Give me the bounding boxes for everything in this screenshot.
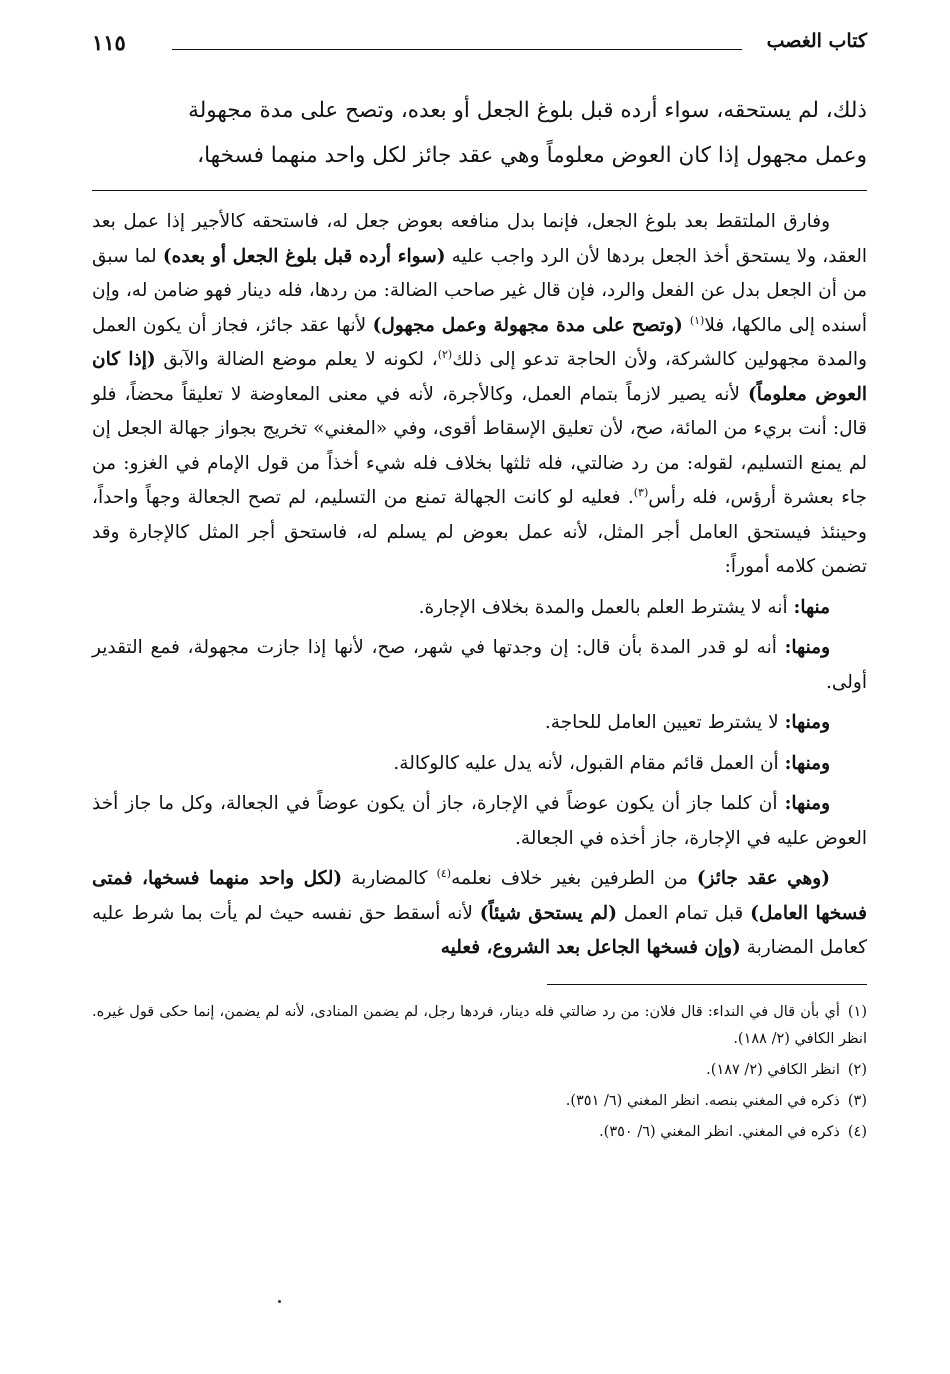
item-text: أنه لا يشترط العلم بالعمل والمدة بخلاف الإجارة. (418, 596, 794, 618)
footnote (92, 1088, 867, 1115)
item-label: منها: (793, 596, 830, 618)
quoted-main-text: (وإن فسخها الجاعل بعد الشروع، فعليه (440, 937, 741, 958)
footnote-ref: (١) (689, 313, 705, 327)
commentary-text: من الطرفين بغير خلاف نعلمه (451, 868, 697, 889)
item-label: ومنها: (784, 752, 830, 774)
item-text: أن العمل قائم مقام القبول، لأنه يدل عليه كالوكالة. (393, 752, 785, 774)
commentary (92, 205, 867, 966)
section-divider (92, 190, 867, 191)
footnote-text: ذكره في المغني. انظر المغني (٦/ ٣٥٠). (599, 1123, 840, 1140)
footnote-number: (٤) (847, 1123, 867, 1140)
list-item (92, 706, 867, 741)
commentary-text: لأنها عقد جائز، فجاز أن يكون العمل والمدة مجهولين كالشركة، ولأن الحاجة تدعو إلى ذلك (92, 314, 867, 370)
list-item (92, 591, 867, 626)
commentary-text: ، لكونه لا يعلم موضع الضالة والآبق (155, 349, 438, 370)
scan-speck (278, 1300, 281, 1303)
footnote-rule (547, 984, 867, 985)
commentary-text: وفارق الملتقط بعد بلوغ الجعل، فإنما بدل منافعه بعوض جعل له، فاستحقه كالأجير إذا عمل بعد العقد، ولا يستحق أخذ الجعل بردها لأن الرد واجب عليه (92, 211, 868, 267)
header-rule (172, 49, 742, 50)
list-item (92, 747, 867, 782)
commentary-text: . فعليه لو كانت الجهالة تمنع من التسليم، لم تصح الجعالة وجهاً واحداً، وحينئذ فيستحق العامل أجر المثل، لأنه عمل بعوض لم يسلم له، فاستحق أجر المثل كالإجارة وقد تضمن كلامه أموراً: (92, 487, 867, 577)
quoted-main-text: (إذا كان العوض معلوماً) (92, 349, 867, 405)
footnote (92, 1119, 867, 1146)
footnote-text: ذكره في المغني بنصه. انظر المغني (٦/ ٣٥١). (565, 1092, 840, 1109)
chapter-title: كتاب الغصب (766, 30, 867, 52)
item-label: ومنها: (784, 793, 830, 814)
commentary-text: كالمضاربة (342, 868, 437, 889)
quoted-main-text: (لم يستحق شيئاً) (479, 902, 617, 924)
page-number: ١١٥ (92, 30, 126, 55)
item-text: أن كلما جاز أن يكون عوضاً في الإجارة، جاز أن يكون عوضاً في الجعالة، وكل ما جاز أخذ العوض عليه في الإجارة، جاز أخذه في الجعالة. (92, 793, 867, 849)
commentary-text: لأنه أسقط حق نفسه حيث لم يأت بما شرط عليه كعامل المضاربة (92, 902, 867, 958)
commentary-paragraph (92, 862, 867, 966)
footnote-number: (٣) (847, 1092, 867, 1109)
item-label: ومنها: (784, 712, 830, 733)
main-text-line: ذلك، لم يستحقه، سواء أرده قبل بلوغ الجعل أو بعده، وتصح على مدة مجهولة (188, 98, 867, 123)
quoted-main-text: (لكل واحد منهما فسخها، فمتى فسخها العامل) (92, 868, 868, 924)
footnote (92, 999, 867, 1053)
book-page (92, 30, 867, 1150)
main-text (92, 88, 867, 178)
quoted-main-text: (سواء أرده قبل بلوغ الجعل أو بعده) (162, 245, 446, 267)
main-text-line: وعمل مجهول إذا كان العوض معلوماً وهي عقد جائز لكل واحد منهما فسخها، (197, 143, 867, 168)
footnote-text: أي بأن قال في النداء: قال فلان: من رد ضالتي فله دينار، فردها رجل، لم يضمن المنادى، لأنه لم يضمن، إنما حكى قول غيره. انظر الكافي (٢/ ١٨٨). (92, 1003, 867, 1047)
item-text: لا يشترط تعيين العامل للحاجة. (544, 712, 785, 733)
commentary-text: قبل تمام العمل (616, 902, 751, 924)
commentary-text: لما سبق من أن الجعل بدل عن الفعل والرد، فإن قال غير صاحب الضالة: من ردها، فله دينار فهو ضامن له، وإن أسنده إلى مالكها، فلا (92, 245, 867, 336)
running-header (92, 30, 867, 60)
footnote-ref: (٣) (633, 485, 649, 499)
list-item (92, 631, 867, 700)
item-label: ومنها: (784, 637, 830, 658)
footnote-number: (٢) (847, 1061, 867, 1078)
list-item (92, 787, 867, 856)
footnote-text: انظر الكافي (٢/ ١٨٧). (706, 1061, 840, 1078)
commentary-text: لأنه يصير لازماً بتمام العمل، وكالأجرة، لأنه في معنى المعاوضة لا تعليقاً محضاً، فلو قال: أنت بريء من المائة، صح، لأن تعليق الإسقاط أقوى، وفي «المغني» تخريج بجواز جهالة الجعل إن لم يمنع التسليم، لقوله: من رد ضالتي، فله ثلثها بخلاف فله شيء أخذاً من قول الإمام في الغزو: من جاء بعشرة أرؤس، فله رأس (92, 383, 867, 508)
footnote-ref: (٢) (437, 347, 453, 361)
quoted-main-text: (وهي عقد جائز) (696, 868, 830, 889)
footnote (92, 1057, 867, 1084)
item-text: أنه لو قدر المدة بأن قال: إن وجدتها في شهر، صح، لأنها إذا جازت مجهولة، فمع التقدير أولى. (92, 637, 867, 693)
footnote-ref: (٤) (436, 866, 452, 880)
commentary-paragraph (92, 205, 867, 585)
footnotes (92, 999, 867, 1146)
quoted-main-text: (وتصح على مدة مجهولة وعمل مجهول) (372, 314, 690, 336)
footnote-number: (١) (847, 1003, 867, 1020)
